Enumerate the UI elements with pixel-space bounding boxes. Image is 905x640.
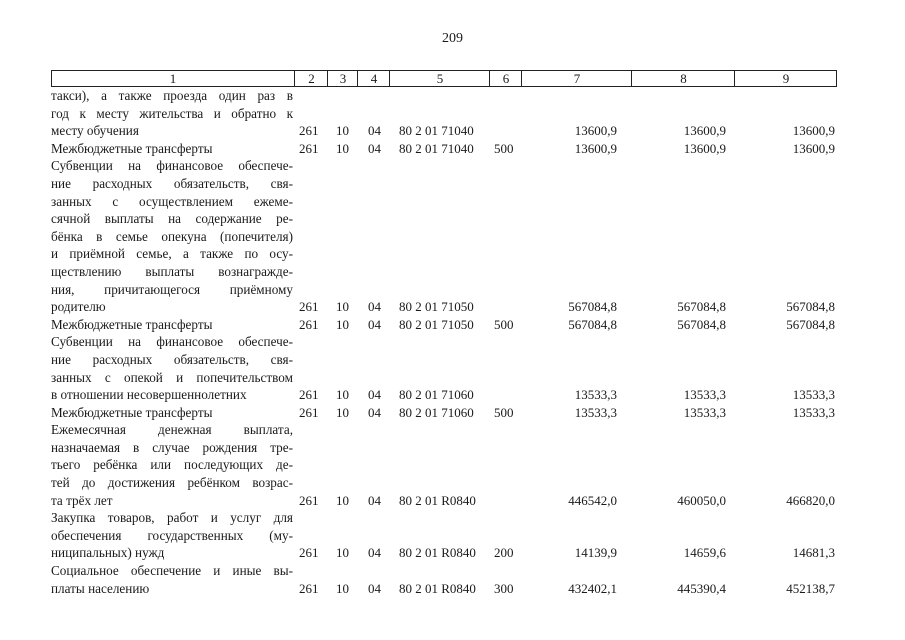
code-section: 261: [299, 580, 319, 596]
table-row: [51, 87, 837, 140]
description-line: Закупка товаров, работ и услуг для: [51, 510, 293, 526]
code-section: 261: [299, 123, 319, 139]
code-subsection: 10: [336, 140, 349, 156]
code-target-article: 80 2 01 R0840: [399, 580, 476, 596]
amount-col-7: 13600,9: [574, 140, 617, 156]
header-col-1: 1: [169, 71, 177, 86]
description-line: Межбюджетные трансферты: [51, 140, 213, 156]
description-line: Межбюджетные трансферты: [51, 316, 213, 332]
description-line: занных с опекой и попечительством: [51, 369, 293, 385]
code-subsection: 10: [336, 404, 349, 420]
description-line: тей до достижения ребёнком возрас-: [51, 475, 293, 491]
row-description: [51, 87, 293, 140]
code-subsection-2: 04: [368, 404, 381, 420]
amount-col-7: 13600,9: [574, 123, 617, 139]
row-description: [51, 157, 293, 315]
code-subsection-2: 04: [368, 299, 381, 315]
amount-col-8: 13533,3: [683, 404, 726, 420]
code-subsection: 10: [336, 580, 349, 596]
header-col-6: 6: [489, 71, 522, 86]
amount-col-8: 13533,3: [683, 387, 726, 403]
amount-col-7: 446542,0: [568, 492, 617, 508]
description-line: и приёмной семье, а также по осу-: [51, 246, 293, 262]
amount-col-9: 567084,8: [786, 316, 835, 332]
description-line: обеспечения государственных (му-: [51, 527, 293, 543]
amount-col-8: 13600,9: [683, 123, 726, 139]
budget-table: [51, 70, 837, 597]
table-row: [51, 562, 837, 597]
code-subsection-2: 04: [368, 492, 381, 508]
amount-col-9: 13533,3: [792, 404, 835, 420]
row-description: [51, 421, 293, 509]
code-subsection: 10: [336, 492, 349, 508]
description-line: в отношении несовершеннолетних: [51, 387, 247, 403]
description-line: назначаемая в случае рождения тре-: [51, 439, 293, 455]
amount-col-7: 567084,8: [568, 316, 617, 332]
header-col-5: 5: [389, 71, 490, 86]
amount-col-7: 432402,1: [568, 580, 617, 596]
code-target-article: 80 2 01 R0840: [399, 492, 476, 508]
code-target-article: 80 2 01 71060: [399, 387, 474, 403]
code-subsection-2: 04: [368, 580, 381, 596]
code-subsection-2: 04: [368, 316, 381, 332]
description-line: родителю: [51, 299, 106, 315]
table-header: [51, 70, 837, 87]
code-target-article: 80 2 01 71060: [399, 404, 474, 420]
row-description: [51, 509, 293, 562]
amount-col-7: 13533,3: [574, 404, 617, 420]
amount-col-9: 13600,9: [792, 123, 835, 139]
code-expense-type: 200: [494, 545, 514, 561]
amount-col-9: 14681,3: [792, 545, 835, 561]
description-line: ществлению выплаты вознагражде-: [51, 263, 293, 279]
table-row: [51, 421, 837, 509]
row-description: [51, 333, 293, 403]
header-col-4: 4: [357, 71, 390, 86]
amount-col-9: 13533,3: [792, 387, 835, 403]
code-expense-type: 500: [494, 140, 514, 156]
description-line: тьего ребёнка или последующих де-: [51, 457, 293, 473]
description-line: Межбюджетные трансферты: [51, 404, 213, 420]
description-line: ниципальных) нужд: [51, 545, 165, 561]
code-target-article: 80 2 01 71050: [399, 316, 474, 332]
code-target-article: 80 2 01 71040: [399, 123, 474, 139]
table-row: [51, 316, 837, 334]
row-description: [51, 316, 293, 334]
amount-col-7: 13533,3: [574, 387, 617, 403]
code-subsection: 10: [336, 387, 349, 403]
description-line: Ежемесячная денежная выплата,: [51, 422, 293, 438]
code-expense-type: 500: [494, 316, 514, 332]
description-line: месту обучения: [51, 123, 139, 139]
code-section: 261: [299, 492, 319, 508]
table-row: [51, 157, 837, 315]
amount-col-9: 466820,0: [786, 492, 835, 508]
header-col-3: 3: [327, 71, 358, 86]
code-section: 261: [299, 545, 319, 561]
code-section: 261: [299, 316, 319, 332]
code-expense-type: 300: [494, 580, 514, 596]
row-description: [51, 562, 293, 597]
header-col-9: 9: [734, 71, 837, 86]
page-number: 209: [442, 31, 463, 46]
code-subsection: 10: [336, 545, 349, 561]
row-description: [51, 404, 293, 422]
amount-col-7: 567084,8: [568, 299, 617, 315]
code-expense-type: 500: [494, 404, 514, 420]
description-line: ния, причитающегося приёмному: [51, 281, 293, 297]
code-subsection: 10: [336, 316, 349, 332]
amount-col-8: 567084,8: [677, 299, 726, 315]
amount-col-8: 567084,8: [677, 316, 726, 332]
description-line: Субвенции на финансовое обеспече-: [51, 158, 293, 174]
code-section: 261: [299, 387, 319, 403]
amount-col-9: 13600,9: [792, 140, 835, 156]
table-row: [51, 404, 837, 422]
amount-col-7: 14139,9: [574, 545, 617, 561]
description-line: сячной выплаты на содержание ре-: [51, 211, 293, 227]
description-line: занных с осуществлением ежеме-: [51, 193, 293, 209]
description-line: бёнка в семье опекуна (попечителя): [51, 228, 293, 244]
description-line: Субвенции на финансовое обеспече-: [51, 334, 293, 350]
amount-col-8: 13600,9: [683, 140, 726, 156]
code-subsection-2: 04: [368, 545, 381, 561]
header-col-8: 8: [631, 71, 735, 86]
amount-col-8: 445390,4: [677, 580, 726, 596]
table-body: [51, 87, 837, 597]
description-line: Социальное обеспечение и иные вы-: [51, 563, 293, 579]
code-subsection-2: 04: [368, 387, 381, 403]
code-subsection: 10: [336, 299, 349, 315]
code-target-article: 80 2 01 71050: [399, 299, 474, 315]
code-subsection-2: 04: [368, 123, 381, 139]
code-target-article: 80 2 01 R0840: [399, 545, 476, 561]
table-row: [51, 509, 837, 562]
header-col-7: 7: [521, 71, 632, 86]
amount-col-8: 460050,0: [677, 492, 726, 508]
description-line: такси), а также проезда один раз в: [51, 88, 293, 103]
description-line: ние расходных обязательств, свя-: [51, 351, 293, 367]
amount-col-9: 452138,7: [786, 580, 835, 596]
amount-col-9: 567084,8: [786, 299, 835, 315]
code-subsection-2: 04: [368, 140, 381, 156]
code-target-article: 80 2 01 71040: [399, 140, 474, 156]
row-description: [51, 140, 293, 158]
code-subsection: 10: [336, 123, 349, 139]
description-line: та трёх лет: [51, 492, 113, 508]
code-section: 261: [299, 404, 319, 420]
description-line: ние расходных обязательств, свя-: [51, 175, 293, 191]
amount-col-8: 14659,6: [683, 545, 726, 561]
code-section: 261: [299, 140, 319, 156]
code-section: 261: [299, 299, 319, 315]
description-line: платы населению: [51, 580, 150, 596]
table-row: [51, 333, 837, 403]
header-col-2: 2: [294, 71, 328, 86]
description-line: год к месту жительства и обратно к: [51, 105, 293, 121]
table-row: [51, 140, 837, 158]
